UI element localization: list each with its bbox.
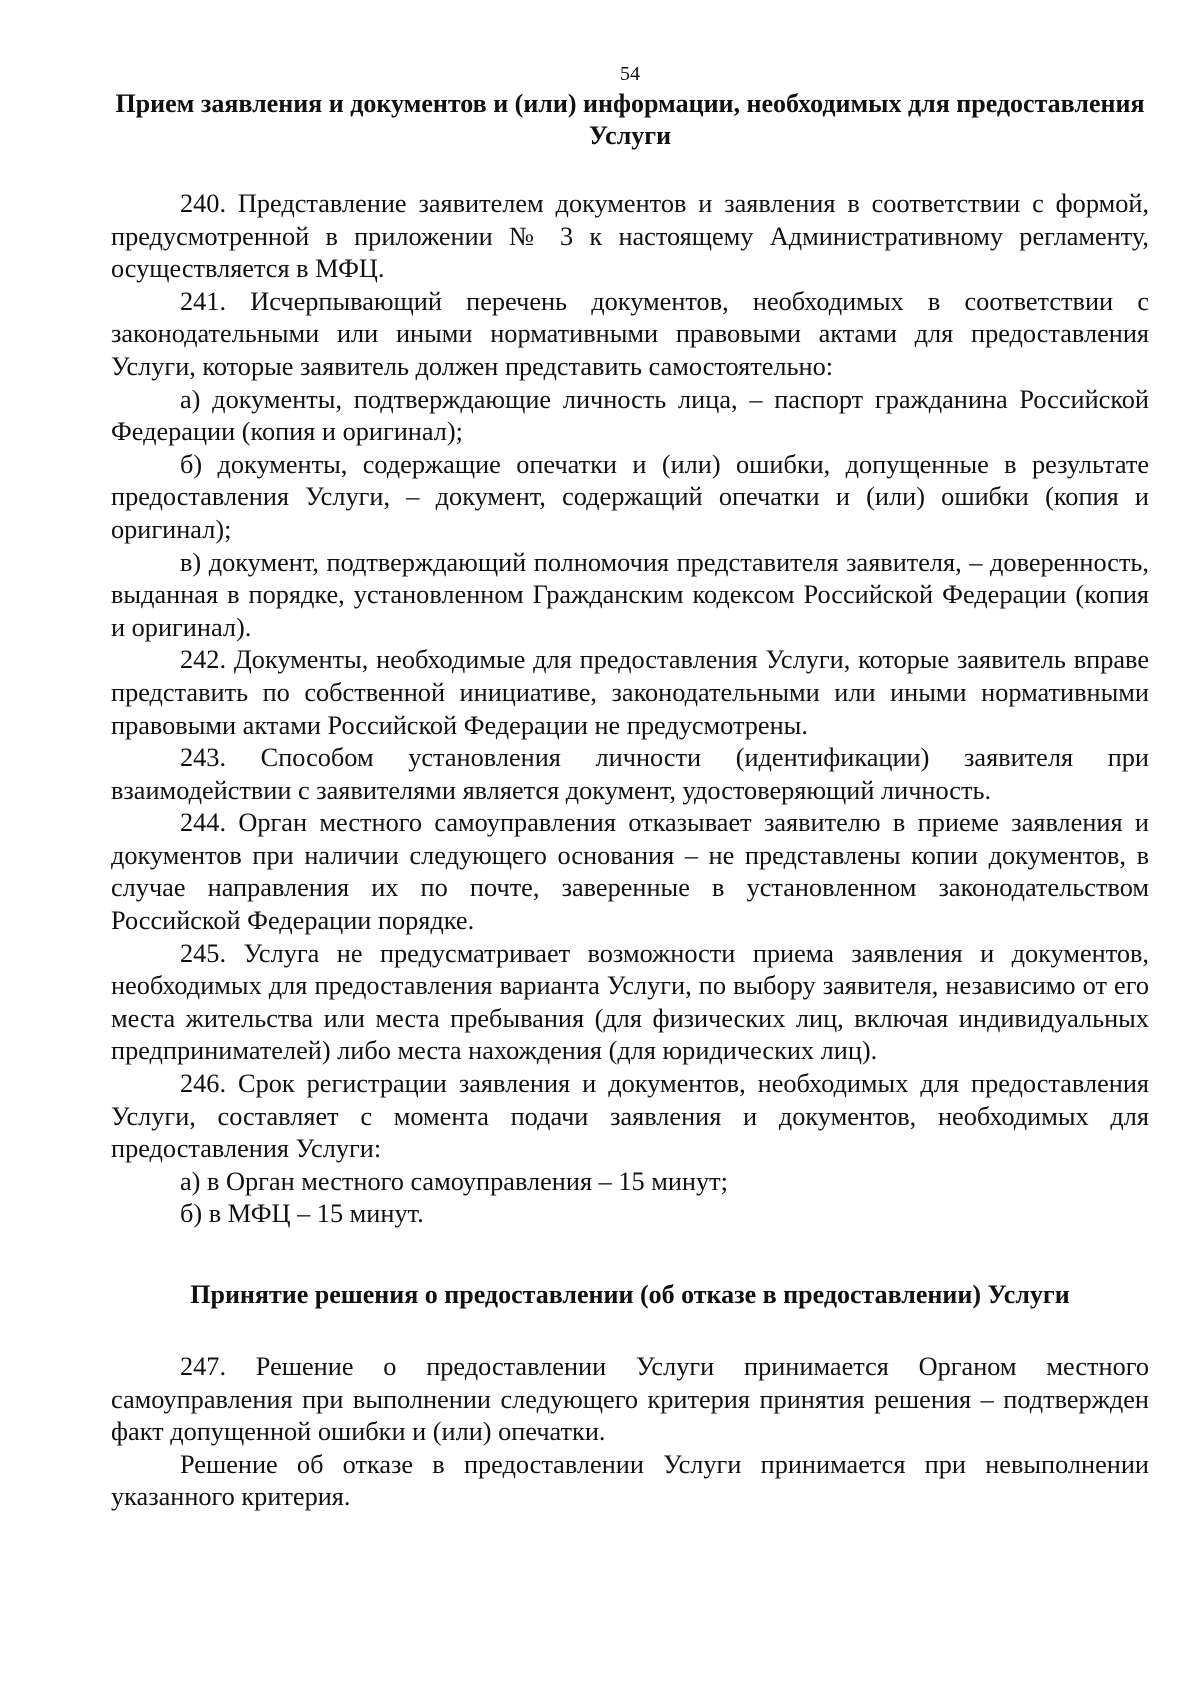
paragraph-247: 247. Решение о предоставлении Услуги принимается Органом местного самоуправления при выполнении следующего критерия принятия решения – подтвержден факт допущенной ошибки и (или) опечатки. <box>111 1352 1149 1447</box>
section-decision-body <box>111 1351 1149 1514</box>
paragraph-241-b: б) документы, содержащие опечатки и (или) ошибки, допущенные в результате предоставления Услуги, – документ, содержащий опечатки и (или) ошибки (копия и оригинал); <box>111 449 1149 544</box>
paragraph-241-v: в) документ, подтверждающий полномочия представителя заявителя, – доверенность, выданная в порядке, установленном Гражданским кодексом Российской Федерации (копия и оригинал). <box>111 547 1149 642</box>
paragraph-240: 240. Представление заявителем документов и заявления в соответствии с формой, предусмотренной в приложении № 3 к настоящему Административному регламенту, осуществляется в МФЦ. <box>111 189 1149 284</box>
page-number: 54 <box>620 63 640 85</box>
section-heading-reception: Прием заявления и документов и (или) информации, необходимых для предоставления Услуги <box>115 89 1145 150</box>
section-heading-decision: Принятие решения о предоставлении (об отказе в предоставлении) Услуги <box>190 1280 1070 1309</box>
paragraph-242: 242. Документы, необходимые для предоставления Услуги, которые заявитель вправе представить по собственной инициативе, законодательными или иными нормативными правовыми актами Российской Федерации не предусмотрены. <box>111 645 1149 740</box>
paragraph-244: 244. Орган местного самоуправления отказывает заявителю в приеме заявления и документов при наличии следующего основания – не представлены копии документов, в случае направления их по почте, заверенные в установленном законодательством Российской Федерации порядке. <box>111 808 1149 936</box>
paragraph-245: 245. Услуга не предусматривает возможности приема заявления и документов, необходимых для предоставления варианта Услуги, по выбору заявителя, независимо от его места жительства или места пребывания (для физических лиц, включая индивидуальных предпринимателей) либо места нахождения (для юридических лиц). <box>111 938 1149 1066</box>
section-reception-body <box>111 188 1149 1231</box>
paragraph-241-a: а) документы, подтверждающие личность лица, – паспорт гражданина Российской Федерации (копия и оригинал); <box>111 384 1149 447</box>
paragraph-247-refusal: Решение об отказе в предоставлении Услуги принимается при невыполнении указанного критерия. <box>111 1449 1149 1512</box>
paragraph-243: 243. Способом установления личности (идентификации) заявителя при взаимодействии с заявителями является документ, удостоверяющий личность. <box>111 743 1149 805</box>
document-page <box>111 62 1149 1514</box>
paragraph-246-b: б) в МФЦ – 15 минут. <box>180 1199 424 1229</box>
paragraph-241: 241. Исчерпывающий перечень документов, необходимых в соответствии с законодательными или иными нормативными правовыми актами для предоставления Услуги, которые заявитель должен представить самостоятельно: <box>111 286 1149 381</box>
paragraph-246: 246. Срок регистрации заявления и документов, необходимых для предоставления Услуги, составляет с момента подачи заявления и документов, необходимых для предоставления Услуги: <box>111 1069 1149 1164</box>
paragraph-246-a: а) в Орган местного самоуправления – 15 минут; <box>180 1166 728 1196</box>
